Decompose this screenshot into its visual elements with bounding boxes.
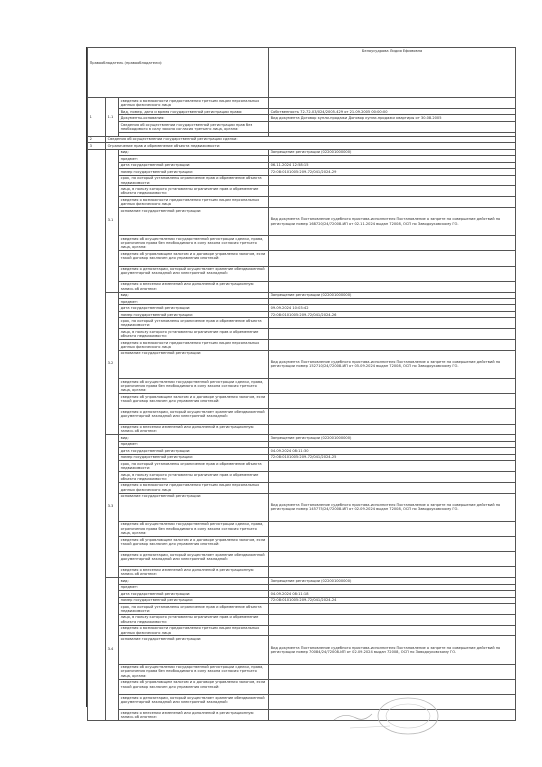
entry-row	[88, 461, 516, 472]
entry-label-consent: сведения о возможности предоставления третьим лицам персональных данных физического лица	[119, 625, 269, 636]
entry-value-depo	[269, 409, 516, 424]
entry-value-number: 72:08:0101005:209-72/041/2024-24	[269, 597, 516, 603]
section2-title: Сведения об осуществлении государственной регистрации сделки:	[106, 136, 516, 142]
entry-row	[88, 281, 516, 292]
entry-label-subject: предмет:	[119, 298, 269, 304]
entry-number: 3.3	[106, 435, 119, 578]
entry-value-date: 09.09.2024 10:03:42	[269, 305, 516, 311]
entry-label-mgr: сведения об управляющем залогом и о договоре управления залогом, если такой договор заключен для управления ипотекой:	[119, 536, 269, 551]
section3-block	[88, 149, 106, 720]
entry-value-depo	[269, 266, 516, 281]
section1-consent2-row	[88, 121, 516, 132]
entry-value-number: 72:08:0101005:209-72/041/2024-26	[269, 311, 516, 317]
entry-row	[88, 482, 516, 493]
entry-label-depo: сведения о депозитарии, который осуществляет хранение обездвиженной документарной закладной или электронной закладной:	[119, 694, 269, 709]
entry-value-consent	[269, 197, 516, 208]
entry-value-date: 04.09.2024 08:11:18	[269, 591, 516, 597]
entry-label-term: срок, на который установлены ограничение прав и обременение объекта недвижимости:	[119, 461, 269, 472]
entry-row	[88, 350, 516, 378]
entry-value-nocons	[269, 378, 516, 393]
entry-label-person: лицо, в пользу которого установлены ограничение прав и обременение объекта недвижимости:	[119, 614, 269, 625]
entry-value-person	[269, 614, 516, 625]
section1-consent-row	[88, 98, 516, 109]
entry-label-mgr: сведения об управляющем залогом и о договоре управления залогом, если такой договор заключен для управления ипотекой:	[119, 394, 269, 409]
section1-basis-label: Документы-основания:	[119, 115, 269, 121]
entry-label-person: лицо, в пользу которого установлены ограничение прав и обременение объекта недвижимости:	[119, 472, 269, 483]
entry-label-changes: сведения о внесении изменений или дополнений в регистрационную запись об ипотеке:	[119, 710, 269, 721]
entry-row	[88, 236, 516, 251]
entry-row	[88, 251, 516, 266]
entry-value-person	[269, 472, 516, 483]
entry-label-number: номер государственной регистрации:	[119, 311, 269, 317]
entry-value-kind: Запрещение регистрации (022001000000)	[269, 149, 516, 155]
entry-value-term	[269, 604, 516, 615]
entry-row	[88, 186, 516, 197]
entry-label-kind: вид:	[119, 292, 269, 298]
entry-row	[88, 197, 516, 208]
entry-value-kind: Запрещение регистрации (022001000000)	[269, 435, 516, 441]
entry-row	[88, 329, 516, 340]
entry-label-term: срок, на который установлены ограничение прав и обременение объекта недвижимости:	[119, 175, 269, 186]
entry-value-nocons	[269, 236, 516, 251]
entry-label-kind: вид:	[119, 435, 269, 441]
section3-title: Ограничение прав и обременение объекта недвижимости:	[106, 143, 516, 149]
entry-value-changes	[269, 567, 516, 578]
section2-number: 2	[88, 136, 106, 142]
entry-label-nocons: сведения об осуществлении государственной регистрации сделки, права, ограничения права без необходимого в силу закона согласия третьего лица, органа:	[119, 664, 269, 679]
entry-value-changes	[269, 281, 516, 292]
entry-label-number: номер государственной регистрации:	[119, 454, 269, 460]
entry-label-subject: предмет:	[119, 584, 269, 590]
section1-number: 1	[88, 98, 106, 137]
entry-value-basis: Вид документа Постановление судебного пристава-исполнителя Постановление о запрете на совершение действий по регистрации номер 168720/24/72008-ИП от 02.11.2024 выдан 72008, ОСП по Заводоуковскому ГО.	[269, 207, 516, 235]
entry-row	[88, 394, 516, 409]
entry-row	[88, 664, 516, 679]
entry-label-subject: предмет:	[119, 156, 269, 162]
entry-value-basis: Вид документа Постановление судебного пристава-исполнителя Постановление о запрете на совершение действий по регистрации номер 70084/24/72008-ИП от 02.09.2024 выдан 72008, ОСП по Заводоуковскому ГО.	[269, 636, 516, 664]
entry-label-changes: сведения о внесении изменений или дополнений в регистрационную запись об ипотеке:	[119, 281, 269, 292]
entry-row	[88, 636, 516, 664]
entry-row	[88, 266, 516, 281]
entry-row	[88, 536, 516, 551]
section3-number: 3	[88, 143, 106, 149]
entry-label-depo: сведения о депозитарии, который осуществляет хранение обездвиженной документарной закладной или электронной закладной:	[119, 552, 269, 567]
entry-label-number: номер государственной регистрации:	[119, 169, 269, 175]
entry-value-date: 04.09.2024 08:11:30	[269, 448, 516, 454]
entry-row	[88, 679, 516, 694]
entry-row	[88, 625, 516, 636]
entry-label-consent: сведения о возможности предоставления третьим лицам персональных данных физического лица	[119, 340, 269, 351]
entry-label-number: номер государственной регистрации:	[119, 597, 269, 603]
entry-label-changes: сведения о внесении изменений или дополнений в регистрационную запись об ипотеке:	[119, 567, 269, 578]
entry-value-basis: Вид документа Постановление судебного пристава-исполнителя Постановление о запрете на совершение действий по регистрации номер 152710/24/72008-ИП от 05.09.2024 выдан 72008, ОСП по Заводоуковскому ГО.	[269, 350, 516, 378]
entry-row	[88, 567, 516, 578]
entry-label-depo: сведения о депозитарии, который осуществляет хранение обездвиженной документарной закладной или электронной закладной:	[119, 266, 269, 281]
owner-name: Белоусудрова Лидия Ефимовна	[269, 48, 516, 98]
entry-row	[88, 710, 516, 721]
section1-reg-value: Собственность 72-72-03/024/2005-429 от 21.09.2005 00:00:00	[269, 108, 516, 114]
entry-value-mgr	[269, 536, 516, 551]
owner-label	[88, 48, 269, 98]
entry-row	[88, 521, 516, 536]
entry-value-number: 72:08:0101005:209-72/041/2024-29	[269, 169, 516, 175]
entry-row	[88, 318, 516, 329]
section1-basis-value: Вид документа Договор купли-продажи Договор купли-продажи квартиры от 30.08.2005	[269, 115, 516, 121]
entry-value-consent	[269, 340, 516, 351]
entry-number: 3.1	[106, 149, 119, 292]
entry-label-consent: сведения о возможности предоставления третьим лицам персональных данных физического лица	[119, 197, 269, 208]
section1-sub-number: 1.1	[106, 98, 119, 137]
entry-value-mgr	[269, 394, 516, 409]
entry-number: 3.2	[106, 292, 119, 435]
entry-value-term	[269, 318, 516, 329]
entry-value-consent	[269, 625, 516, 636]
entry-label-basis: основание государственной регистрации:	[119, 350, 269, 378]
entry-row	[88, 604, 516, 615]
entry-label-basis: основание государственной регистрации:	[119, 207, 269, 235]
entry-number: 3.4	[106, 578, 119, 721]
entry-label-changes: сведения о внесении изменений или дополнений в регистрационную запись об ипотеке:	[119, 424, 269, 435]
entry-row	[88, 424, 516, 435]
entry-row	[88, 472, 516, 483]
entry-label-date: дата государственной регистрации:	[119, 305, 269, 311]
entry-value-basis: Вид документа Постановление судебного пристава-исполнителя Постановление о запрете на совершение действий по регистрации номер 145775/24/72008-ИП от 02.09.2024 выдан 72008, ОСП по Заводоуковскому ГО.	[269, 493, 516, 521]
entry-label-date: дата государственной регистрации:	[119, 448, 269, 454]
entry-row	[88, 409, 516, 424]
entry-label-subject: предмет:	[119, 441, 269, 447]
entry-value-date: 06.11.2024 12:58:15	[269, 162, 516, 168]
entry-label-person: лицо, в пользу которого установлены ограничение прав и обременение объекта недвижимости:	[119, 329, 269, 340]
entry-label-kind: вид:	[119, 149, 269, 155]
entry-row	[88, 207, 516, 235]
entry-value-term	[269, 461, 516, 472]
entry-label-nocons: сведения об осуществлении государственной регистрации сделки, права, ограничения права без необходимого в силу закона согласия третьего лица, органа:	[119, 378, 269, 393]
entry-label-term: срок, на который установлены ограничение прав и обременение объекта недвижимости:	[119, 318, 269, 329]
entry-value-term	[269, 175, 516, 186]
owner-row	[88, 48, 516, 98]
document-table	[86, 47, 516, 720]
entry-value-nocons	[269, 521, 516, 536]
entry-row	[88, 340, 516, 351]
entry-row	[88, 175, 516, 186]
entry-label-nocons: сведения об осуществлении государственной регистрации сделки, права, ограничения права без необходимого в силу закона согласия третьего лица, органа:	[119, 236, 269, 251]
entry-label-date: дата государственной регистрации:	[119, 591, 269, 597]
section1-consent-label: сведения о возможности предоставления третьим лицам персональных данных физического лица	[119, 98, 269, 109]
entry-row	[88, 378, 516, 393]
entry-value-person	[269, 329, 516, 340]
entry-value-depo	[269, 552, 516, 567]
entry-value-kind: Запрещение регистрации (022001000000)	[269, 578, 516, 584]
entry-label-mgr: сведения об управляющем залогом и о договоре управления залогом, если такой договор заключен для управления ипотекой:	[119, 679, 269, 694]
entry-label-person: лицо, в пользу которого установлены ограничение прав и обременение объекта недвижимости:	[119, 186, 269, 197]
entry-value-kind: Запрещение регистрации (022001000000)	[269, 292, 516, 298]
entry-value-nocons	[269, 664, 516, 679]
entry-row	[88, 552, 516, 567]
entry-label-kind: вид:	[119, 578, 269, 584]
section1-consent2-label: Сведения об осуществлении государственной регистрации прав без необходимого в силу закона согласия третьего лица, органа:	[119, 121, 269, 132]
entry-label-basis: основание государственной регистрации:	[119, 493, 269, 521]
owner-label-text: Правообладатель (правообладатели):	[89, 60, 163, 65]
entry-row	[88, 694, 516, 709]
entry-label-consent: сведения о возможности предоставления третьим лицам персональных данных физического лица	[119, 482, 269, 493]
entry-label-term: срок, на который установлены ограничение прав и обременение объекта недвижимости:	[119, 604, 269, 615]
entry-label-nocons: сведения об осуществлении государственной регистрации сделки, права, ограничения права без необходимого в силу закона согласия третьего лица, органа:	[119, 521, 269, 536]
entry-label-basis: основание государственной регистрации:	[119, 636, 269, 664]
entry-value-mgr	[269, 251, 516, 266]
entry-label-mgr: сведения об управляющем залогом и о договоре управления залогом, если такой договор заключен для управления ипотекой:	[119, 251, 269, 266]
entry-label-depo: сведения о депозитарии, который осуществляет хранение обездвиженной документарной закладной или электронной закладной:	[119, 409, 269, 424]
entry-value-consent	[269, 482, 516, 493]
section1-reg-label: Вид, номер, дата и время государственной регистрации права:	[119, 108, 269, 114]
entry-value-changes	[269, 424, 516, 435]
entry-value-person	[269, 186, 516, 197]
entry-row	[88, 614, 516, 625]
entry-row	[88, 493, 516, 521]
stamp-image	[330, 690, 450, 736]
entry-label-date: дата государственной регистрации:	[119, 162, 269, 168]
entry-value-number: 72:08:0101005:209-72/041/2024-25	[269, 454, 516, 460]
